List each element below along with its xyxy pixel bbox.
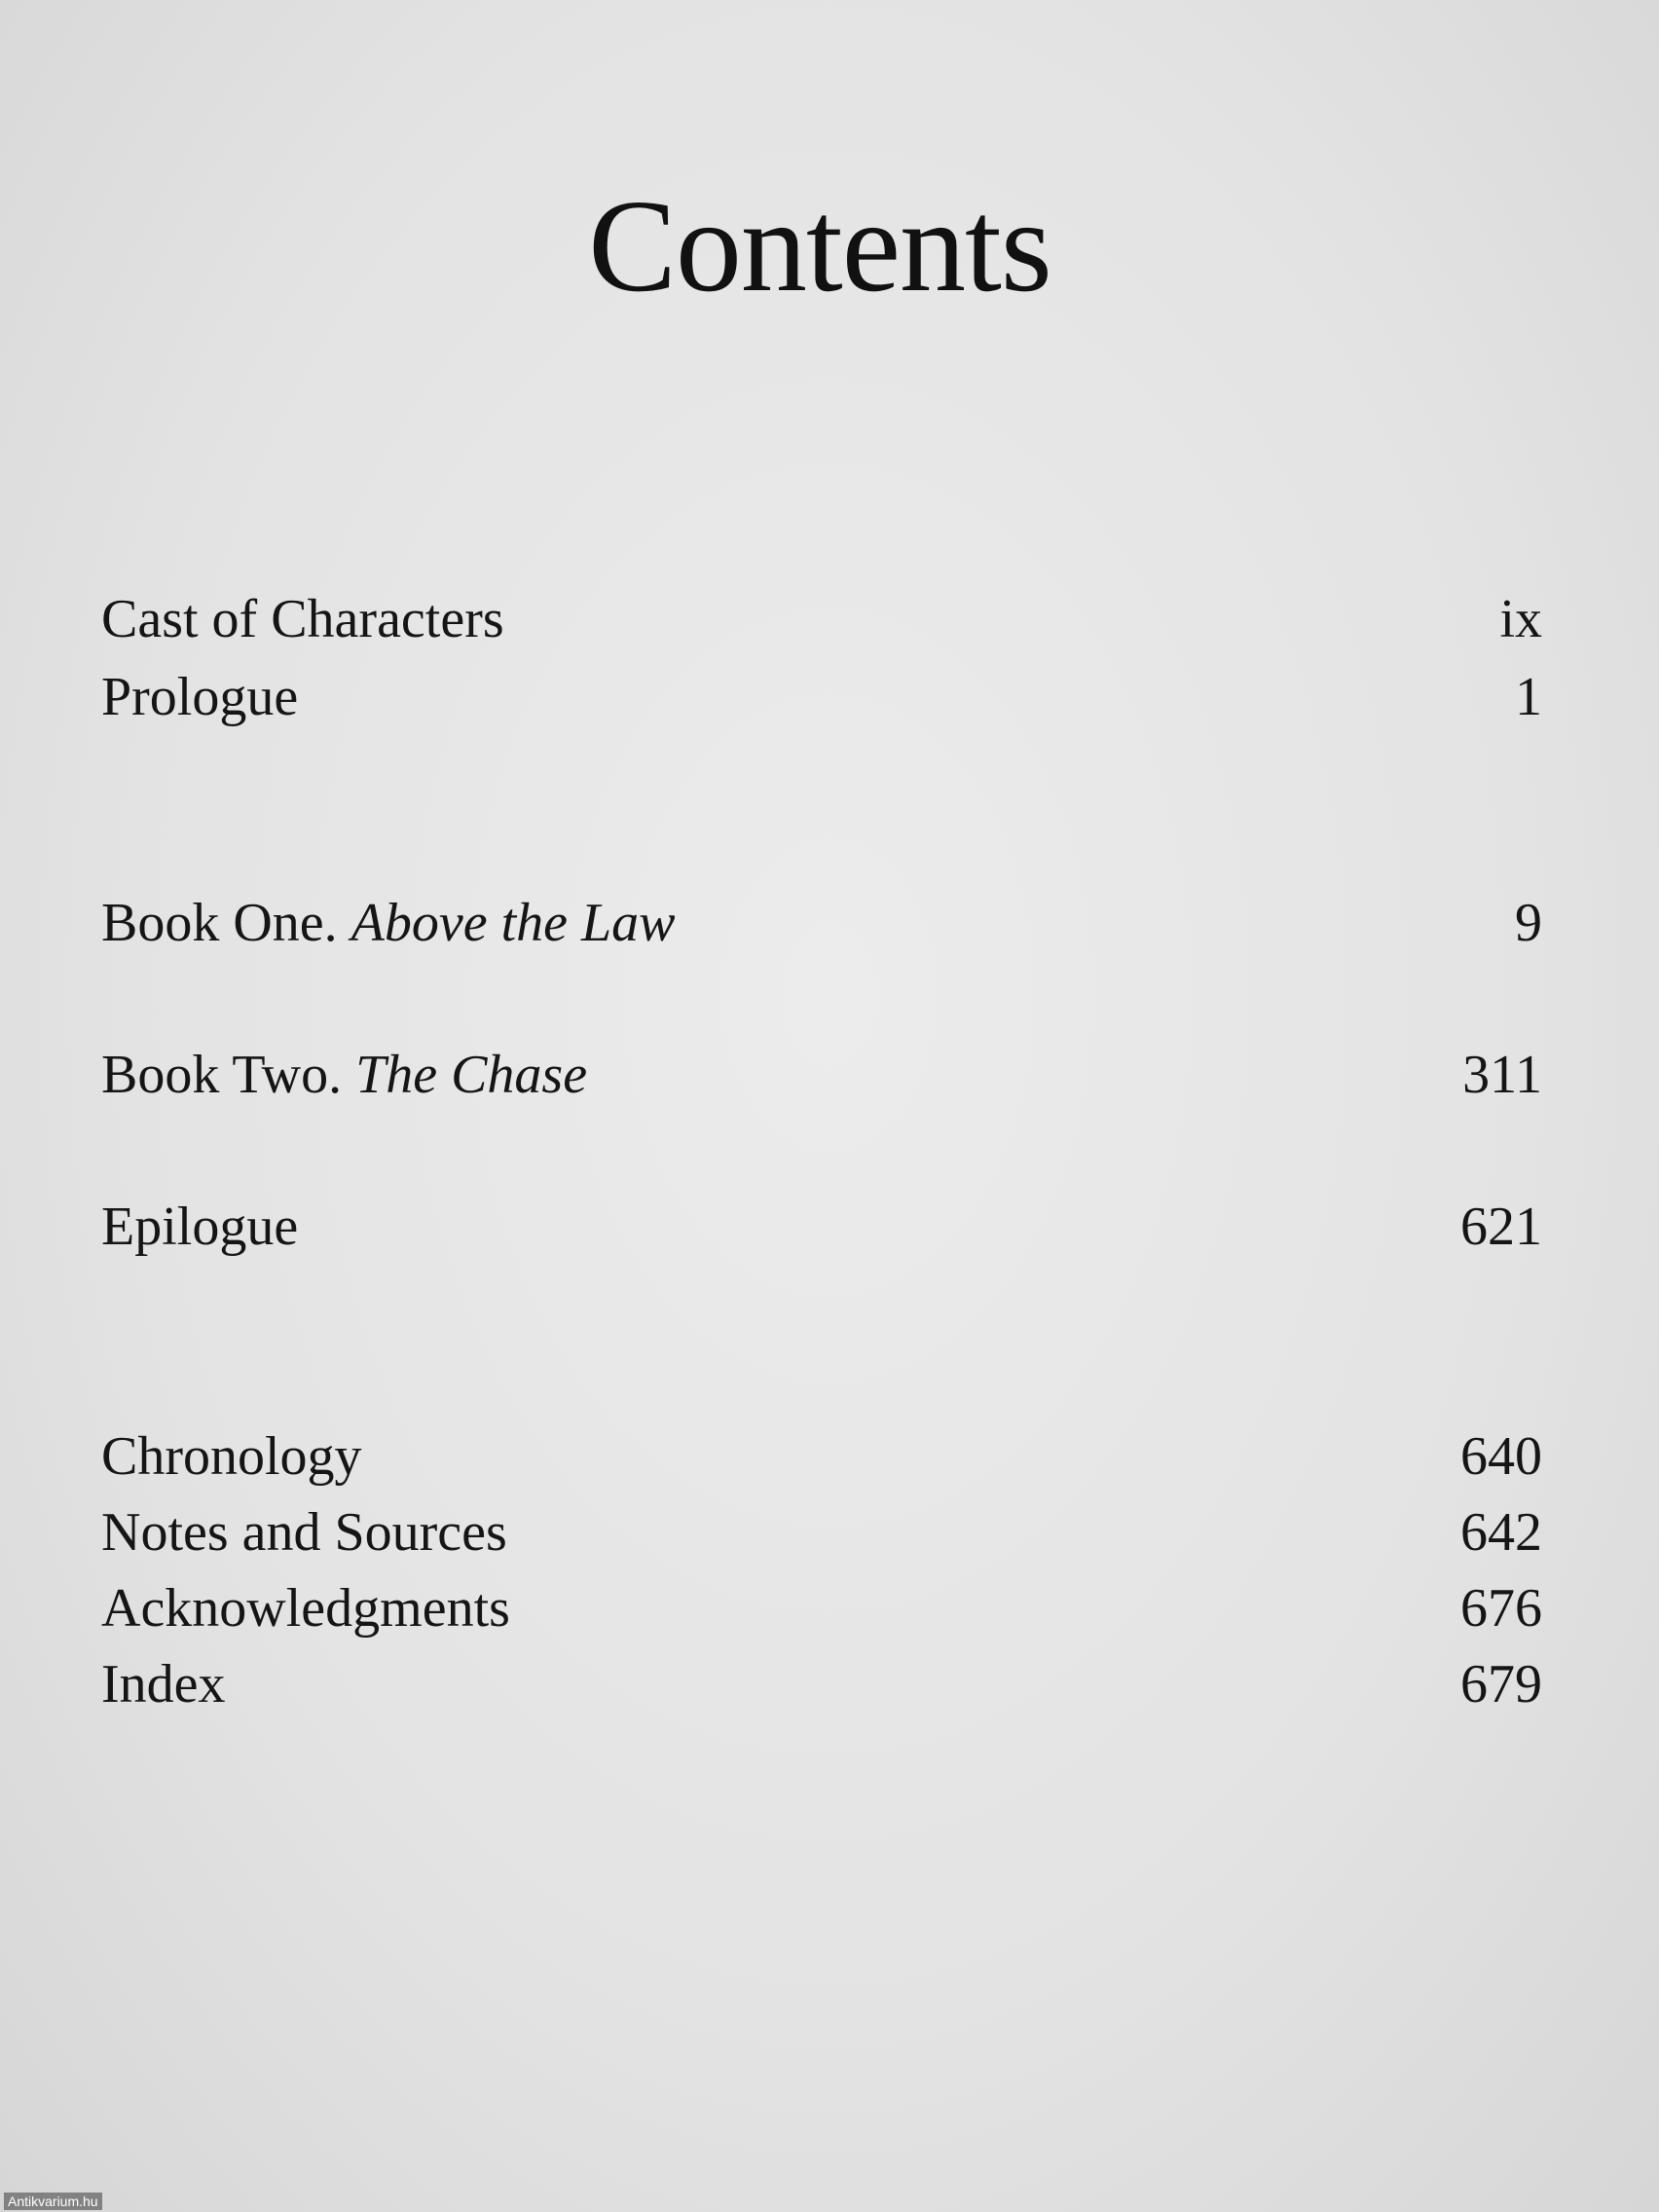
toc-entry-label: Book One. Above the Law [101,893,676,953]
toc-entry-epilogue [101,1192,1542,1262]
toc-entry-chronology [101,1421,1542,1492]
toc-entry-page-number: 642 [1460,1502,1542,1563]
toc-entry-index [101,1649,1542,1719]
toc-entry-page-number: 676 [1460,1578,1542,1639]
toc-entry-page-number: 640 [1460,1426,1542,1487]
toc-entry-page-number: 9 [1515,893,1542,953]
watermark: Antikvarium.hu [4,2193,102,2210]
toc-entry-label: Notes and Sources [101,1502,507,1563]
toc-entry-book-two [101,1040,1542,1110]
toc-entry-subtitle: The Chase [355,1045,588,1105]
toc-entry-label: Acknowledgments [101,1578,510,1639]
toc-entry-page-number: 311 [1462,1045,1542,1105]
toc-entry-cast-of-characters [101,584,1542,654]
toc-entry-page-number: 1 [1515,667,1542,727]
toc-entry-subtitle: Above the Law [350,893,676,953]
page-title: Contents [588,173,1051,319]
toc-entry-label: Cast of Characters [101,589,504,649]
toc-entry-book-one [101,888,1542,958]
toc-entry-label: Index [101,1654,226,1714]
toc-entry-label: Prologue [101,667,299,727]
toc-entry-acknowledgments [101,1573,1542,1643]
toc-entry-label: Epilogue [101,1197,299,1257]
toc-entry-prologue [101,662,1542,732]
toc-entry-notes-and-sources [101,1497,1542,1567]
toc-entry-label: Book Two. The Chase [101,1045,588,1105]
toc-entry-page-number: 621 [1460,1197,1542,1257]
toc-entry-page-number: ix [1499,589,1542,649]
toc-entry-page-number: 679 [1460,1654,1542,1714]
toc-entry-label: Chronology [101,1426,362,1487]
